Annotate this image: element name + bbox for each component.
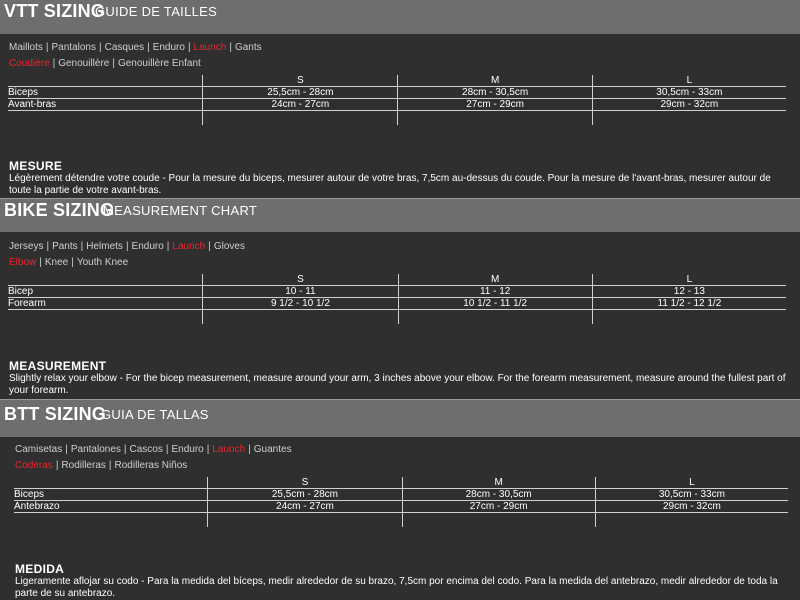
category-link-maillots[interactable]: Maillots [9, 42, 43, 53]
section-title: BIKE SIZING [4, 200, 115, 220]
table-header-row [14, 477, 788, 489]
size-value: 27cm - 29cm [402, 501, 595, 513]
link-separator: | [187, 42, 191, 53]
size-value: 29cm - 32cm [595, 501, 788, 513]
measure-title: MEASUREMENT [9, 359, 107, 373]
spacer-cell [592, 111, 786, 126]
header-cell-size: M [398, 274, 592, 286]
category-link-gloves[interactable]: Gloves [213, 241, 245, 252]
category-link-guantes[interactable]: Guantes [253, 444, 292, 455]
table-row [8, 286, 786, 298]
link-separator: | [165, 444, 169, 455]
size-value: 28cm - 30,5cm [398, 87, 592, 99]
measure-text: Légèrement détendre votre coude - Pour la mesure du biceps, mesurer autour de votre bras, 7,5cm au-dessus du coude. Pour la mesure de l'avant-bras, mesurer autour de toute la partie de votre avant-bras. [9, 173, 771, 196]
spacer-cell [595, 513, 788, 528]
link-separator: | [65, 444, 68, 455]
section-subtitle: GUIA DE TALLAS [101, 407, 209, 422]
link-separator: | [123, 444, 127, 455]
category-link-gants[interactable]: Gants [234, 42, 262, 53]
header-cell-size: S [203, 75, 398, 87]
header-cell-size: L [592, 75, 786, 87]
size-table [8, 274, 786, 324]
category-link-launch[interactable]: Launch [193, 42, 227, 53]
category-link-launch[interactable]: Launch [212, 444, 246, 455]
measure-text: Ligeramente aflojar su codo - Para la medida del bíceps, medir alrededor de su brazo, 7,5cm por encima del codo. Para la medida del antebrazo, medir alrededor de toda la parte de su antebrazo. [15, 576, 778, 599]
section-header [0, 198, 800, 232]
header-cell-empty [14, 477, 208, 489]
link-separator: | [80, 241, 84, 252]
table-row [14, 501, 788, 513]
link-separator: | [99, 42, 102, 53]
size-value: 10 - 11 [203, 286, 398, 298]
link-separator: | [39, 257, 42, 268]
spacer-cell [8, 111, 203, 126]
category-link-helmets[interactable]: Helmets [86, 241, 123, 252]
category-link-rodilleras-ni-os[interactable]: Rodilleras Niños [114, 460, 188, 471]
table-spacer-row [8, 111, 786, 126]
category-links-row1 [15, 442, 292, 458]
link-separator: | [108, 460, 112, 471]
size-value: 24cm - 27cm [203, 99, 398, 111]
category-link-pants[interactable]: Pants [52, 241, 78, 252]
row-label: Bicep [8, 286, 203, 298]
row-label: Biceps [8, 87, 203, 99]
size-value: 25,5cm - 28cm [208, 489, 402, 501]
category-link-youth-knee[interactable]: Youth Knee [76, 257, 129, 268]
link-separator: | [71, 257, 74, 268]
size-value: 11 1/2 - 12 1/2 [592, 298, 786, 310]
link-separator: | [206, 444, 210, 455]
size-value: 29cm - 32cm [592, 99, 786, 111]
row-label: Avant-bras [8, 99, 203, 111]
measure-title: MEDIDA [15, 562, 65, 576]
category-link-knee[interactable]: Knee [44, 257, 69, 268]
header-cell-size: L [595, 477, 788, 489]
header-cell-size: M [398, 75, 592, 87]
size-value: 10 1/2 - 11 1/2 [398, 298, 592, 310]
link-separator: | [248, 444, 251, 455]
header-cell-size: L [592, 274, 786, 286]
size-value: 25,5cm - 28cm [203, 87, 398, 99]
category-link-launch[interactable]: Launch [172, 241, 206, 252]
link-separator: | [229, 42, 232, 53]
size-value: 28cm - 30,5cm [402, 489, 595, 501]
size-value: 12 - 13 [592, 286, 786, 298]
section-subtitle: GUIDE DE TAILLES [95, 4, 218, 19]
header-cell-size: M [402, 477, 595, 489]
table-header-row [8, 274, 786, 286]
link-separator: | [45, 42, 49, 53]
table-spacer-row [8, 310, 786, 325]
size-value: 11 - 12 [398, 286, 592, 298]
category-link-enduro[interactable]: Enduro [152, 42, 185, 53]
category-links-row1 [9, 40, 262, 56]
header-cell-size: S [208, 477, 402, 489]
spacer-cell [208, 513, 402, 528]
table-spacer-row [14, 513, 788, 528]
section-header [0, 399, 800, 437]
link-separator: | [125, 241, 129, 252]
section-header [0, 0, 800, 34]
table-row [8, 298, 786, 310]
link-separator: | [208, 241, 211, 252]
header-cell-size: S [203, 274, 398, 286]
size-value: 30,5cm - 33cm [595, 489, 788, 501]
link-separator: | [52, 58, 56, 69]
category-link-cascos[interactable]: Cascos [129, 444, 163, 455]
size-value: 27cm - 29cm [398, 99, 592, 111]
table-row [14, 489, 788, 501]
category-link-pantalones[interactable]: Pantalones [70, 444, 121, 455]
link-separator: | [46, 241, 50, 252]
link-separator: | [55, 460, 59, 471]
category-link-coudi-re[interactable]: Coudière [9, 58, 50, 69]
row-label: Forearm [8, 298, 203, 310]
size-value: 30,5cm - 33cm [592, 87, 786, 99]
spacer-cell [592, 310, 786, 325]
category-links-row2 [9, 255, 128, 271]
spacer-cell [8, 310, 203, 325]
header-cell-empty [8, 75, 203, 87]
spacer-cell [402, 513, 595, 528]
measure-text: Slightly relax your elbow - For the bicep measurement, measure around your arm, 3 inches above your elbow. For the forearm measurement, measure around the fullest part of your forearm. [9, 373, 786, 396]
category-link-genouill-re-enfant[interactable]: Genouillère Enfant [117, 58, 201, 69]
header-cell-empty [8, 274, 203, 286]
row-label: Antebrazo [14, 501, 208, 513]
spacer-cell [203, 111, 398, 126]
category-link-enduro[interactable]: Enduro [171, 444, 204, 455]
table-row [8, 99, 786, 111]
section-subtitle: MEASUREMENT CHART [103, 203, 258, 218]
category-links-row1 [9, 239, 245, 255]
category-link-camisetas[interactable]: Camisetas [15, 444, 63, 455]
spacer-cell [14, 513, 208, 528]
section-title: BTT SIZING [4, 404, 106, 424]
link-separator: | [112, 58, 115, 69]
category-link-elbow[interactable]: Elbow [9, 257, 37, 268]
category-link-casques[interactable]: Casques [104, 42, 145, 53]
category-link-genouill-re[interactable]: Genouillère [58, 58, 110, 69]
category-link-pantalons[interactable]: Pantalons [51, 42, 96, 53]
category-link-coderas[interactable]: Coderas [15, 460, 53, 471]
size-table [8, 75, 786, 125]
table-header-row [8, 75, 786, 87]
spacer-cell [398, 310, 592, 325]
size-value: 24cm - 27cm [208, 501, 402, 513]
section-title: VTT SIZING [4, 1, 105, 21]
row-label: Biceps [14, 489, 208, 501]
category-link-rodilleras[interactable]: Rodilleras [61, 460, 106, 471]
size-value: 9 1/2 - 10 1/2 [203, 298, 398, 310]
size-table [14, 477, 788, 527]
category-links-row2 [15, 458, 187, 474]
category-links-row2 [9, 56, 201, 72]
category-link-enduro[interactable]: Enduro [131, 241, 164, 252]
category-link-jerseys[interactable]: Jerseys [9, 241, 44, 252]
link-separator: | [147, 42, 150, 53]
link-separator: | [166, 241, 170, 252]
spacer-cell [203, 310, 398, 325]
table-row [8, 87, 786, 99]
measure-title: MESURE [9, 159, 63, 173]
spacer-cell [398, 111, 592, 126]
